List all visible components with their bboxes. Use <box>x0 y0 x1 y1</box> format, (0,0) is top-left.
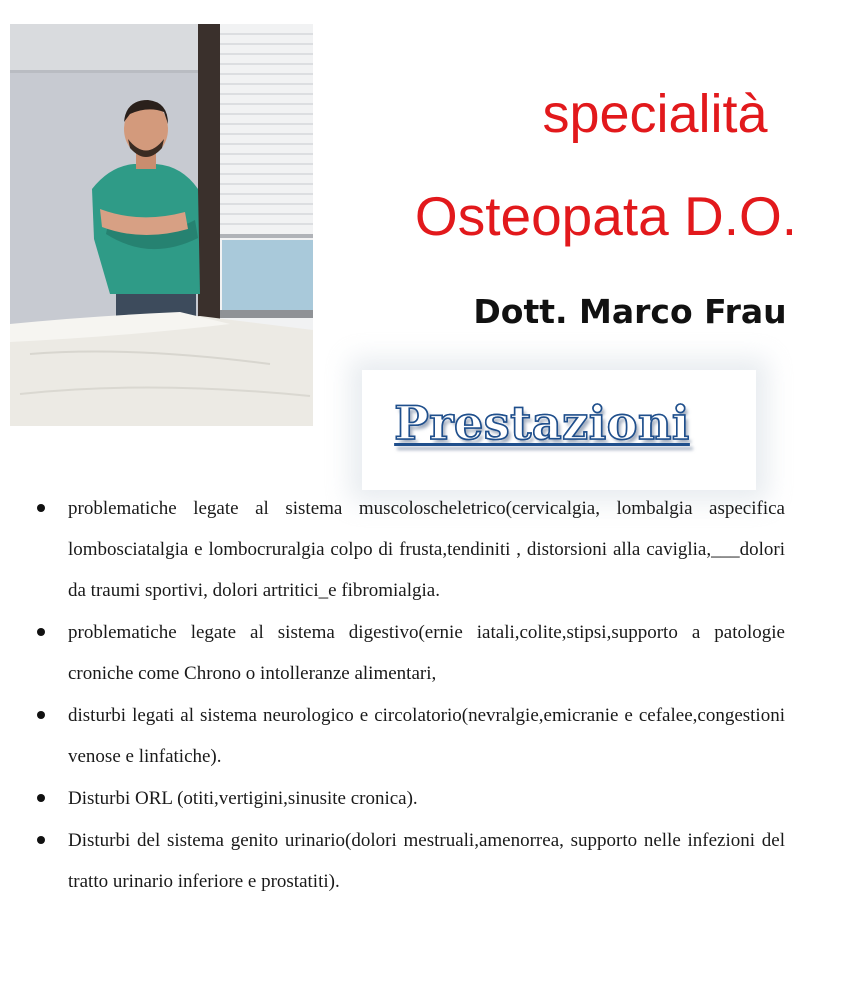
photo-of-doctor-icon <box>10 24 313 426</box>
services-list <box>68 488 785 903</box>
doctor-photo <box>10 24 313 426</box>
list-item: disturbi legati al sistema neurologico e circolatorio(nevralgie,emicranie e cefalee,congestioni venose e linfatiche). <box>68 695 785 777</box>
doctor-name: Dott. Marco Frau <box>473 292 787 331</box>
specialty-label: specialità <box>542 84 768 144</box>
list-item: problematiche legate al sistema muscoloscheletrico(cervicalgia, lombalgia aspecifica lombosciatalgia e lombocruralgia colpo di frusta,tendiniti , distorsioni alla caviglia,___dolori da traumi sportivi, dolori artritici_e fibromialgia. <box>68 488 785 611</box>
list-item: Disturbi del sistema genito urinario(dolori mestruali,amenorrea, supporto nelle infezioni del tratto urinario inferiore e prostatiti). <box>68 820 785 902</box>
section-title: Prestazioni <box>394 396 690 450</box>
list-item: Disturbi ORL (otiti,vertigini,sinusite cronica). <box>68 778 785 819</box>
profession-title: Osteopata D.O. <box>414 185 798 247</box>
list-item: problematiche legate al sistema digestivo(ernie iatali,colite,stipsi,supporto a patologie croniche come Chrono o intolleranze alimentari, <box>68 612 785 694</box>
